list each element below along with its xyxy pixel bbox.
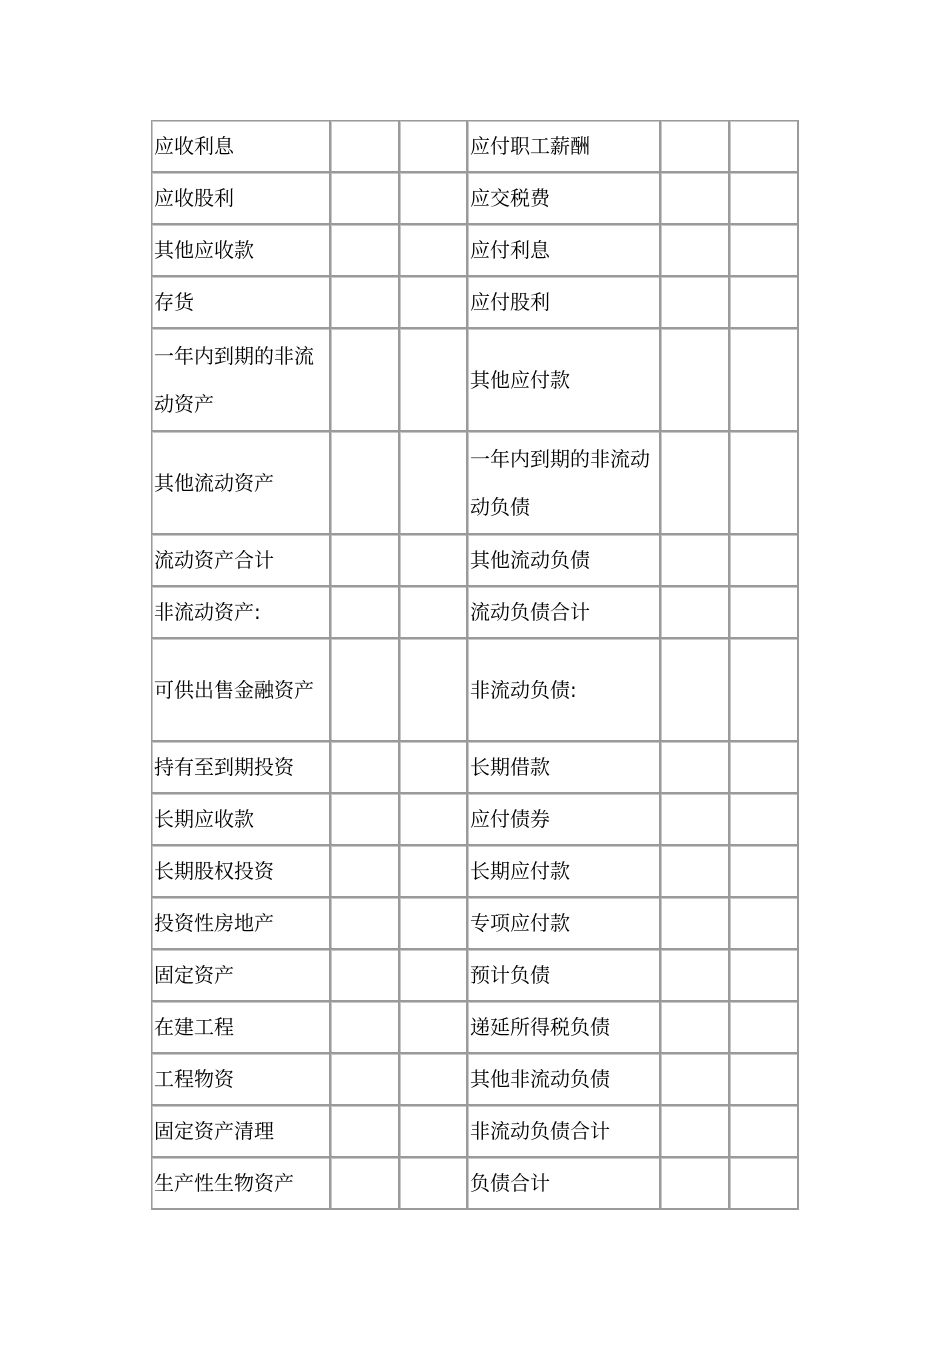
table-row [152,173,799,225]
liability-beginning-balance-cell [730,587,799,639]
liability-beginning-balance-cell [730,1106,799,1158]
asset-ending-balance-cell [331,121,400,173]
asset-item-label: 长期应收款 [152,794,331,846]
table-row [152,225,799,277]
table-row [152,846,799,898]
liability-item-label: 递延所得税负债 [468,1002,661,1054]
asset-item-label: 应收股利 [152,173,331,225]
liability-ending-balance-cell [661,898,730,950]
liability-item-label: 其他应付款 [468,329,661,432]
liability-ending-balance-cell [661,1158,730,1210]
liability-item-label: 应付股利 [468,277,661,329]
liability-item-label: 非流动负债合计 [468,1106,661,1158]
table-row [152,950,799,1002]
asset-item-label: 一年内到期的非流动资产 [152,329,331,432]
liability-item-label: 应交税费 [468,173,661,225]
table-row [152,794,799,846]
liability-beginning-balance-cell [730,639,799,742]
liability-item-label: 其他非流动负债 [468,1054,661,1106]
asset-beginning-balance-cell [400,587,468,639]
liability-ending-balance-cell [661,742,730,794]
asset-item-label: 流动资产合计 [152,535,331,587]
liability-ending-balance-cell [661,846,730,898]
asset-ending-balance-cell [331,587,400,639]
asset-item-label: 应收利息 [152,121,331,173]
asset-beginning-balance-cell [400,225,468,277]
asset-ending-balance-cell [331,1002,400,1054]
table-row [152,121,799,173]
liability-beginning-balance-cell [730,742,799,794]
table-row [152,898,799,950]
asset-item-label: 持有至到期投资 [152,742,331,794]
liability-beginning-balance-cell [730,794,799,846]
asset-beginning-balance-cell [400,432,468,535]
asset-beginning-balance-cell [400,742,468,794]
table-row [152,639,799,742]
liability-ending-balance-cell [661,794,730,846]
liability-ending-balance-cell [661,1002,730,1054]
asset-beginning-balance-cell [400,950,468,1002]
liability-beginning-balance-cell [730,329,799,432]
asset-item-label: 固定资产清理 [152,1106,331,1158]
liability-ending-balance-cell [661,432,730,535]
liability-beginning-balance-cell [730,1054,799,1106]
table-row [152,742,799,794]
liability-beginning-balance-cell [730,950,799,1002]
liability-beginning-balance-cell [730,225,799,277]
asset-item-label: 固定资产 [152,950,331,1002]
liability-ending-balance-cell [661,639,730,742]
asset-beginning-balance-cell [400,173,468,225]
asset-beginning-balance-cell [400,1158,468,1210]
asset-item-label: 其他流动资产 [152,432,331,535]
liability-beginning-balance-cell [730,535,799,587]
asset-ending-balance-cell [331,1106,400,1158]
asset-beginning-balance-cell [400,898,468,950]
asset-ending-balance-cell [331,898,400,950]
asset-ending-balance-cell [331,535,400,587]
asset-ending-balance-cell [331,432,400,535]
asset-ending-balance-cell [331,1054,400,1106]
liability-beginning-balance-cell [730,173,799,225]
asset-beginning-balance-cell [400,1054,468,1106]
asset-ending-balance-cell [331,846,400,898]
table-row [152,1106,799,1158]
asset-item-label: 投资性房地产 [152,898,331,950]
asset-beginning-balance-cell [400,846,468,898]
liability-ending-balance-cell [661,173,730,225]
liability-item-label: 负债合计 [468,1158,661,1210]
asset-ending-balance-cell [331,1158,400,1210]
table-row [152,1002,799,1054]
table-row [152,1158,799,1210]
liability-beginning-balance-cell [730,898,799,950]
balance-sheet-table [151,120,799,1210]
asset-beginning-balance-cell [400,794,468,846]
table-row [152,277,799,329]
liability-beginning-balance-cell [730,432,799,535]
asset-beginning-balance-cell [400,639,468,742]
liability-beginning-balance-cell [730,277,799,329]
asset-item-label: 存货 [152,277,331,329]
liability-ending-balance-cell [661,587,730,639]
asset-item-label: 生产性生物资产 [152,1158,331,1210]
liability-item-label: 应付利息 [468,225,661,277]
liability-beginning-balance-cell [730,1002,799,1054]
balance-sheet [151,120,798,1210]
table-body [152,121,799,1210]
asset-ending-balance-cell [331,329,400,432]
asset-item-label: 可供出售金融资产 [152,639,331,742]
table-row [152,535,799,587]
asset-beginning-balance-cell [400,277,468,329]
asset-beginning-balance-cell [400,329,468,432]
asset-item-label: 其他应收款 [152,225,331,277]
asset-beginning-balance-cell [400,1002,468,1054]
asset-ending-balance-cell [331,277,400,329]
asset-ending-balance-cell [331,173,400,225]
table-row [152,1054,799,1106]
liability-beginning-balance-cell [730,121,799,173]
liability-ending-balance-cell [661,950,730,1002]
liability-ending-balance-cell [661,1054,730,1106]
liability-item-label: 应付职工薪酬 [468,121,661,173]
liability-item-label: 长期应付款 [468,846,661,898]
liability-item-label: 其他流动负债 [468,535,661,587]
liability-ending-balance-cell [661,329,730,432]
liability-ending-balance-cell [661,535,730,587]
table-row [152,432,799,535]
liability-beginning-balance-cell [730,846,799,898]
asset-ending-balance-cell [331,950,400,1002]
asset-ending-balance-cell [331,742,400,794]
liability-item-label: 应付债券 [468,794,661,846]
asset-ending-balance-cell [331,639,400,742]
asset-beginning-balance-cell [400,1106,468,1158]
asset-ending-balance-cell [331,794,400,846]
table-row [152,329,799,432]
asset-item-label: 长期股权投资 [152,846,331,898]
liability-item-label: 非流动负债: [468,639,661,742]
liability-ending-balance-cell [661,277,730,329]
liability-beginning-balance-cell [730,1158,799,1210]
liability-ending-balance-cell [661,121,730,173]
table-row [152,587,799,639]
asset-item-label: 工程物资 [152,1054,331,1106]
liability-item-label: 专项应付款 [468,898,661,950]
asset-ending-balance-cell [331,225,400,277]
asset-beginning-balance-cell [400,121,468,173]
liability-ending-balance-cell [661,1106,730,1158]
liability-item-label: 一年内到期的非流动动负债 [468,432,661,535]
liability-item-label: 长期借款 [468,742,661,794]
asset-beginning-balance-cell [400,535,468,587]
asset-item-label: 在建工程 [152,1002,331,1054]
liability-ending-balance-cell [661,225,730,277]
liability-item-label: 预计负债 [468,950,661,1002]
asset-item-label: 非流动资产: [152,587,331,639]
liability-item-label: 流动负债合计 [468,587,661,639]
